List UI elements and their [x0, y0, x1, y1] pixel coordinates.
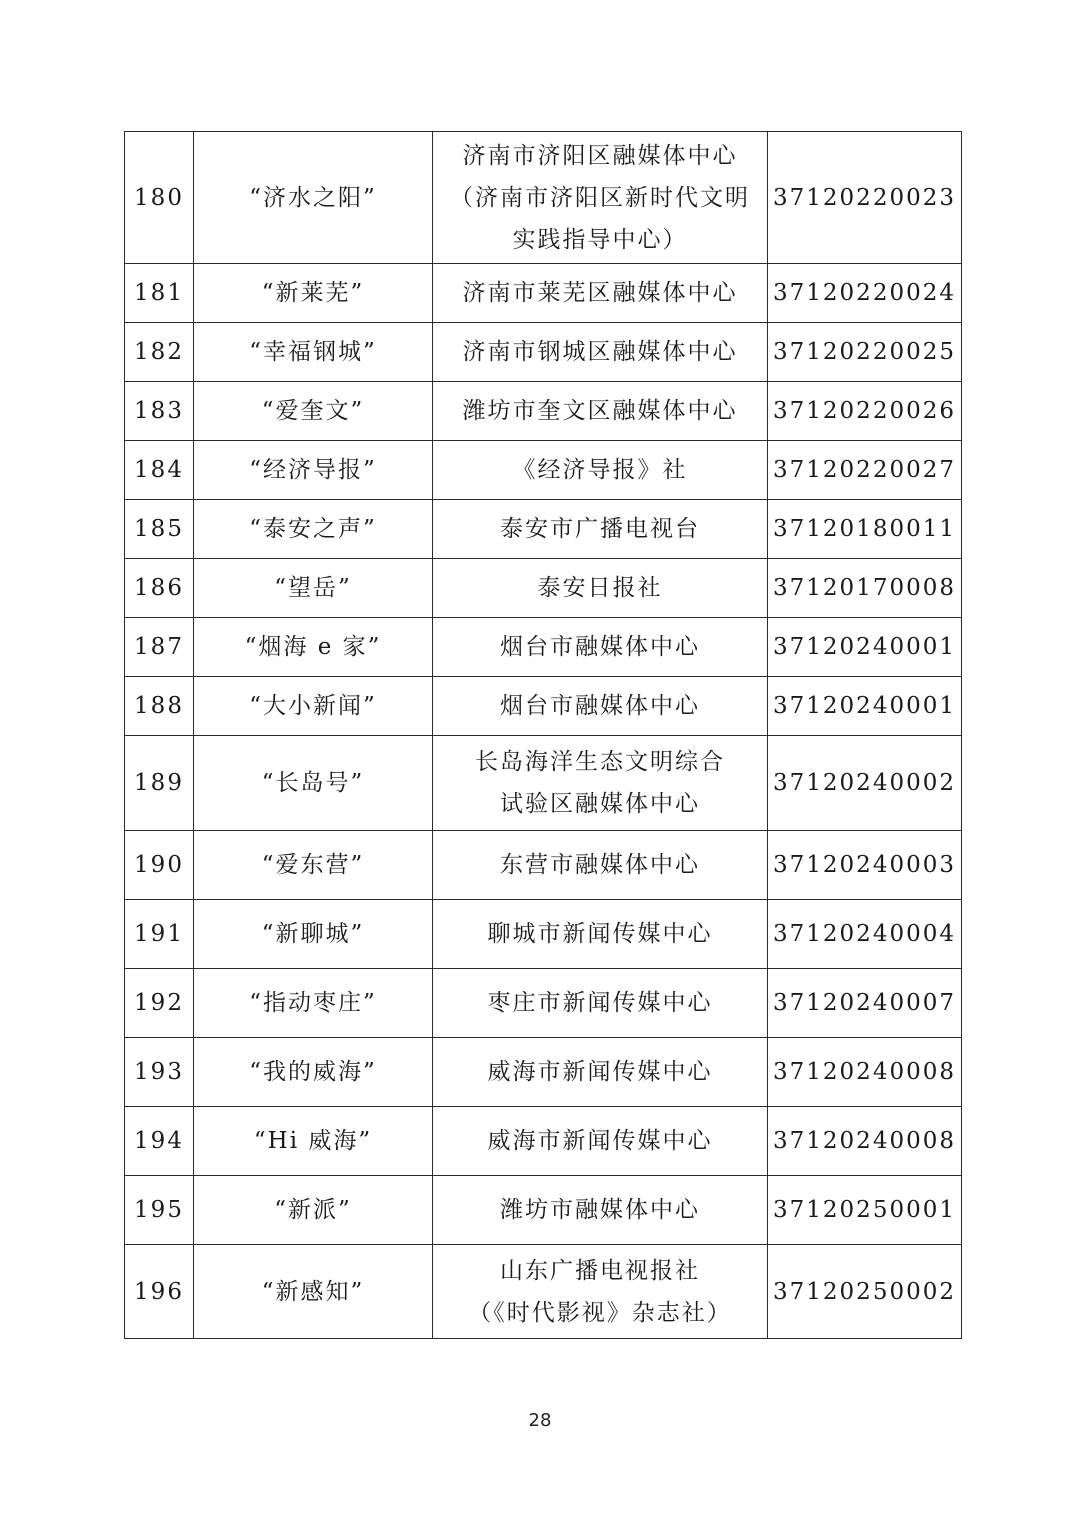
row-number: 181: [125, 264, 194, 323]
organization-name-line: 烟台市融媒体中心: [500, 693, 700, 719]
organization-name-line: 潍坊市奎文区融媒体中心: [462, 398, 738, 424]
organization-name-line: （济南市济阳区新时代文明: [450, 184, 750, 211]
organization-name-line: 济南市济阳区融媒体中心: [462, 142, 738, 169]
organization-cell: [433, 382, 768, 441]
account-name: “Hi 威海”: [194, 1107, 433, 1176]
organization-name-line: 烟台市融媒体中心: [500, 634, 700, 660]
account-name: “新派”: [194, 1176, 433, 1245]
row-number: 186: [125, 559, 194, 618]
row-number: 180: [125, 132, 194, 264]
account-name: “望岳”: [194, 559, 433, 618]
license-code: 37120240003: [768, 831, 962, 900]
row-number: 187: [125, 618, 194, 677]
row-number: 183: [125, 382, 194, 441]
row-number: 194: [125, 1107, 194, 1176]
organization-name-line: 长岛海洋生态文明综合: [475, 749, 725, 775]
table-row: [125, 500, 962, 559]
license-code: 37120240007: [768, 969, 962, 1038]
organization-cell: [433, 618, 768, 677]
account-name: “指动枣庄”: [194, 969, 433, 1038]
organization-cell: [433, 831, 768, 900]
table-body: [125, 132, 962, 1339]
account-name: “长岛号”: [194, 736, 433, 831]
organization-cell: [433, 1176, 768, 1245]
row-number: 191: [125, 900, 194, 969]
organization-name-line: 《经济导报》社: [512, 457, 688, 483]
organization-cell: [433, 1038, 768, 1107]
organization-cell: [433, 677, 768, 736]
account-name: “泰安之声”: [194, 500, 433, 559]
row-number: 182: [125, 323, 194, 382]
account-name: “爱奎文”: [194, 382, 433, 441]
organization-name-line: 枣庄市新闻传媒中心: [487, 990, 713, 1016]
table-row: [125, 559, 962, 618]
license-code: 37120240001: [768, 618, 962, 677]
registry-table: [124, 131, 962, 1339]
table-row: [125, 264, 962, 323]
organization-cell: [433, 1107, 768, 1176]
organization-name-line: 实践指导中心）: [512, 226, 688, 253]
table-row: [125, 441, 962, 500]
table-row: [125, 132, 962, 264]
account-name: “幸福钢城”: [194, 323, 433, 382]
organization-cell: [433, 441, 768, 500]
organization-name-line: 济南市钢城区融媒体中心: [462, 339, 738, 365]
account-name: “新莱芜”: [194, 264, 433, 323]
row-number: 189: [125, 736, 194, 831]
organization-cell: [433, 559, 768, 618]
license-code: 37120240001: [768, 677, 962, 736]
table-row: [125, 900, 962, 969]
page-number: 28: [528, 1410, 552, 1431]
row-number: 190: [125, 831, 194, 900]
license-code: 37120220025: [768, 323, 962, 382]
license-code: 37120180011: [768, 500, 962, 559]
row-number: 184: [125, 441, 194, 500]
row-number: 188: [125, 677, 194, 736]
license-code: 37120220026: [768, 382, 962, 441]
license-code: 37120220023: [768, 132, 962, 264]
row-number: 192: [125, 969, 194, 1038]
license-code: 37120220024: [768, 264, 962, 323]
license-code: 37120240008: [768, 1107, 962, 1176]
account-name: “新感知”: [194, 1245, 433, 1339]
organization-name-line: 威海市新闻传媒中心: [487, 1059, 713, 1085]
table-row: [125, 831, 962, 900]
organization-cell: [433, 1245, 768, 1339]
account-name: “烟海 e 家”: [194, 618, 433, 677]
organization-name-line: 泰安市广播电视台: [500, 516, 700, 542]
table-row: [125, 1176, 962, 1245]
organization-name-line: 山东广播电视报社: [500, 1257, 700, 1284]
table-row: [125, 969, 962, 1038]
organization-name-line: 潍坊市融媒体中心: [500, 1197, 700, 1223]
account-name: “大小新闻”: [194, 677, 433, 736]
license-code: 37120240002: [768, 736, 962, 831]
table-row: [125, 323, 962, 382]
organization-name-line: 聊城市新闻传媒中心: [487, 921, 713, 947]
license-code: 37120240008: [768, 1038, 962, 1107]
organization-cell: [433, 969, 768, 1038]
organization-cell: [433, 264, 768, 323]
account-name: “爱东营”: [194, 831, 433, 900]
table-row: [125, 1038, 962, 1107]
organization-cell: [433, 132, 768, 264]
organization-name-line: 东营市融媒体中心: [500, 852, 700, 878]
table-row: [125, 736, 962, 831]
account-name: “济水之阳”: [194, 132, 433, 264]
table-row: [125, 677, 962, 736]
row-number: 185: [125, 500, 194, 559]
organization-name-line: 济南市莱芜区融媒体中心: [462, 280, 738, 306]
license-code: 37120240004: [768, 900, 962, 969]
table-row: [125, 1107, 962, 1176]
organization-name-line: （《时代影视》杂志社）: [468, 1299, 732, 1326]
table-row: [125, 1245, 962, 1339]
license-code: 37120250002: [768, 1245, 962, 1339]
row-number: 193: [125, 1038, 194, 1107]
organization-cell: [433, 500, 768, 559]
account-name: “我的威海”: [194, 1038, 433, 1107]
organization-name-line: 试验区融媒体中心: [500, 791, 700, 817]
license-code: 37120220027: [768, 441, 962, 500]
organization-cell: [433, 736, 768, 831]
organization-name-line: 威海市新闻传媒中心: [487, 1128, 713, 1154]
organization-name-line: 泰安日报社: [537, 575, 663, 601]
license-code: 37120170008: [768, 559, 962, 618]
table-row: [125, 618, 962, 677]
account-name: “经济导报”: [194, 441, 433, 500]
row-number: 195: [125, 1176, 194, 1245]
organization-cell: [433, 323, 768, 382]
row-number: 196: [125, 1245, 194, 1339]
organization-cell: [433, 900, 768, 969]
table-row: [125, 382, 962, 441]
account-name: “新聊城”: [194, 900, 433, 969]
license-code: 37120250001: [768, 1176, 962, 1245]
